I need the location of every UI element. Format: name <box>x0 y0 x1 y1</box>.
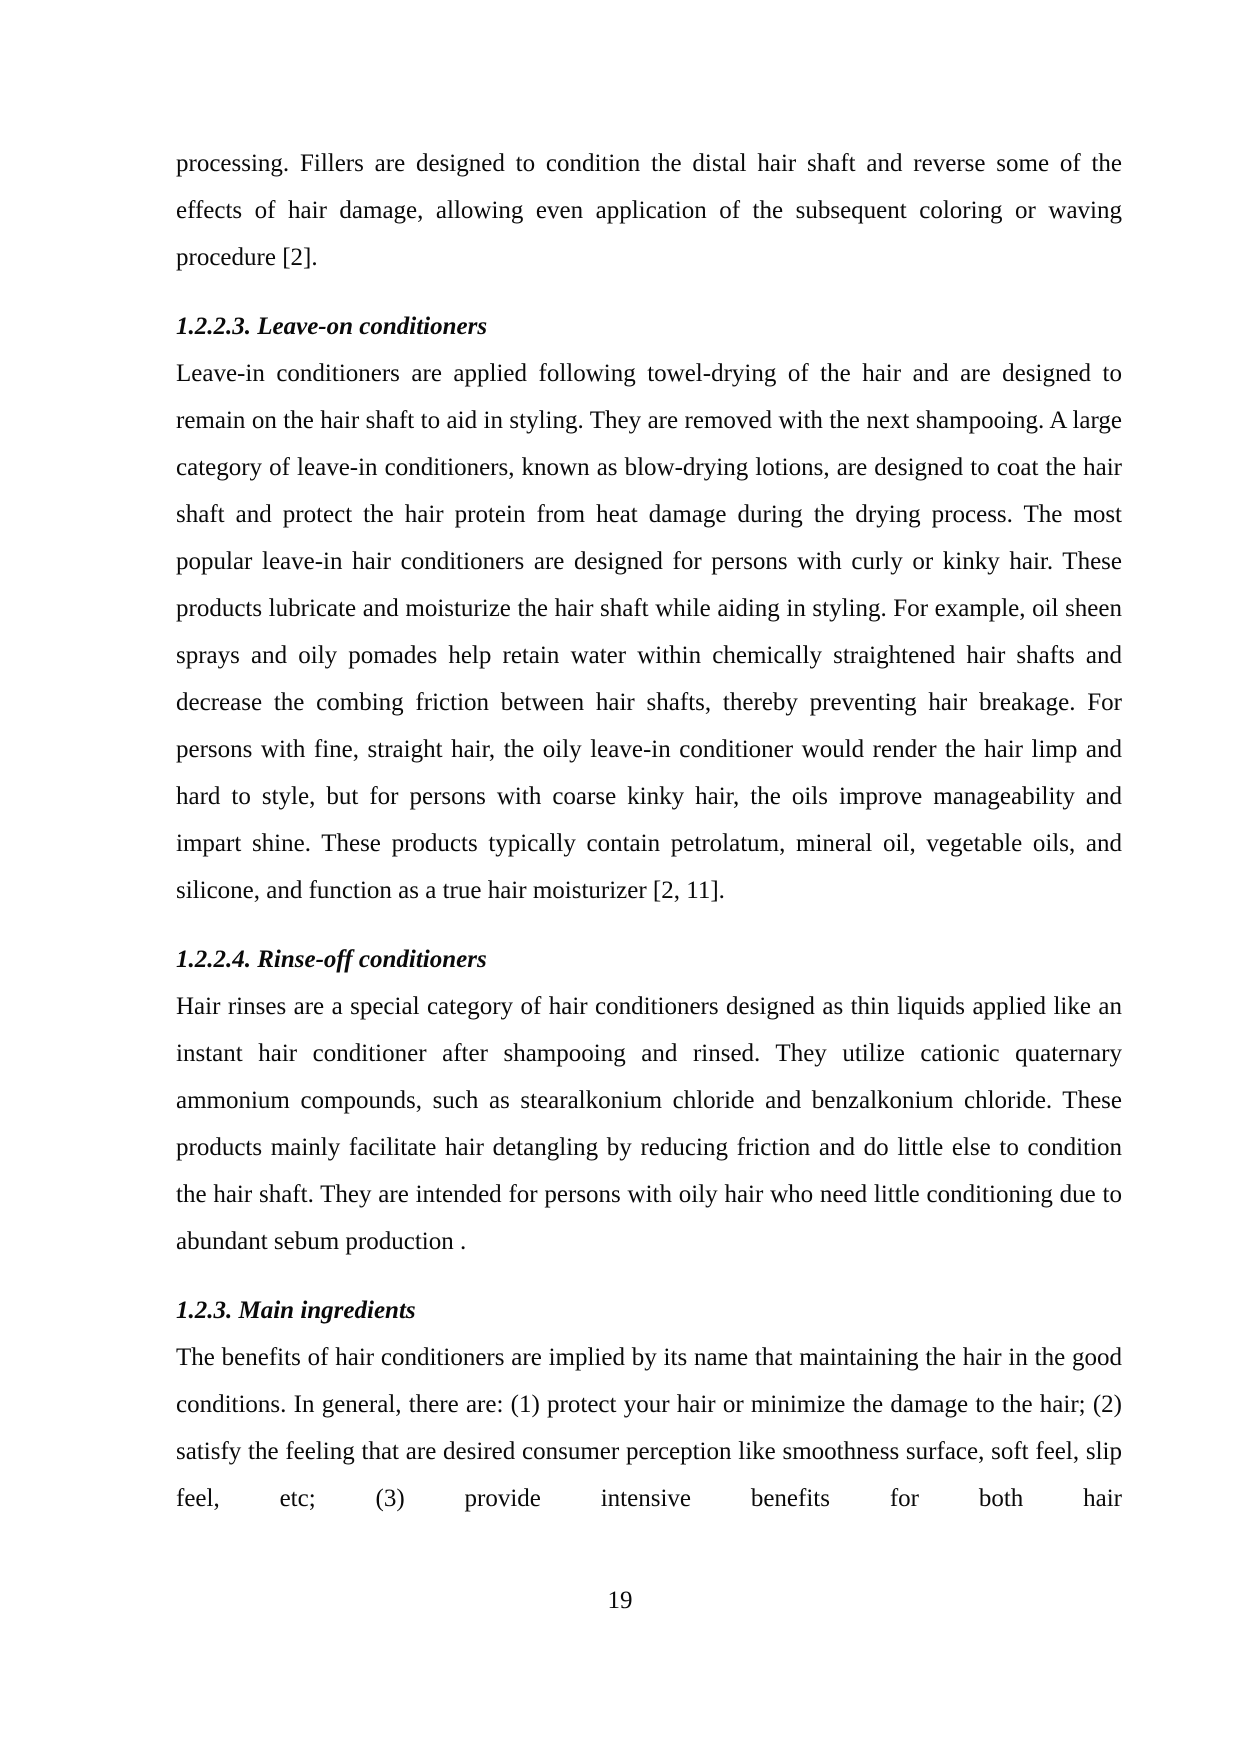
heading-main-ingredients: 1.2.3. Main ingredients <box>176 1297 416 1324</box>
paragraph-conditioner-benefits: The benefits of hair conditioners are implied by its name that maintaining the hair in the good conditions. In general, there are: (1) protect your hair or minimize the damage to the hair; (2) satisfy the feeling that are desired consumer perception like smoothness surface, soft feel, slip feel, etc; (3) provide intensive benefits for both hair <box>176 1344 1122 1512</box>
page-number: 19 <box>607 1587 633 1614</box>
heading-rinse-off-conditioners: 1.2.2.4. Rinse-off conditioners <box>176 946 487 973</box>
paragraph-leave-in-conditioners: Leave-in conditioners are applied following towel-drying of the hair and are designed to remain on the hair shaft to aid in styling. They are removed with the next shampooing. A large category of leave-in conditioners, known as blow-drying lotions, are designed to coat the hair shaft and protect the hair protein from heat damage during the drying process. The most popular leave-in hair conditioners are designed for persons with curly or kinky hair. These products lubricate and moisturize the hair shaft while aiding in styling. For example, oil sheen sprays and oily pomades help retain water within chemically straightened hair shafts and decrease the combing friction between hair shafts, thereby preventing hair breakage. For persons with fine, straight hair, the oily leave-in conditioner would render the hair limp and hard to style, but for persons with coarse kinky hair, the oils improve manageability and impart shine. These products typically contain petrolatum, mineral oil, vegetable oils, and silicone, and function as a true hair moisturizer [2, 11]. <box>176 360 1122 904</box>
heading-leave-on-conditioners: 1.2.2.3. Leave-on conditioners <box>176 313 488 340</box>
paragraph-fillers-continuation: processing. Fillers are designed to condition the distal hair shaft and reverse some of the effects of hair damage, allowing even application of the subsequent coloring or waving procedure [2]. <box>176 150 1122 271</box>
paragraph-hair-rinses: Hair rinses are a special category of hair conditioners designed as thin liquids applied like an instant hair conditioner after shampooing and rinsed. They utilize cationic quaternary ammonium compounds, such as stearalkonium chloride and benzalkonium chloride. These products mainly facilitate hair detangling by reducing friction and do little else to condition the hair shaft. They are intended for persons with oily hair who need little conditioning due to abundant sebum production . <box>176 993 1122 1255</box>
